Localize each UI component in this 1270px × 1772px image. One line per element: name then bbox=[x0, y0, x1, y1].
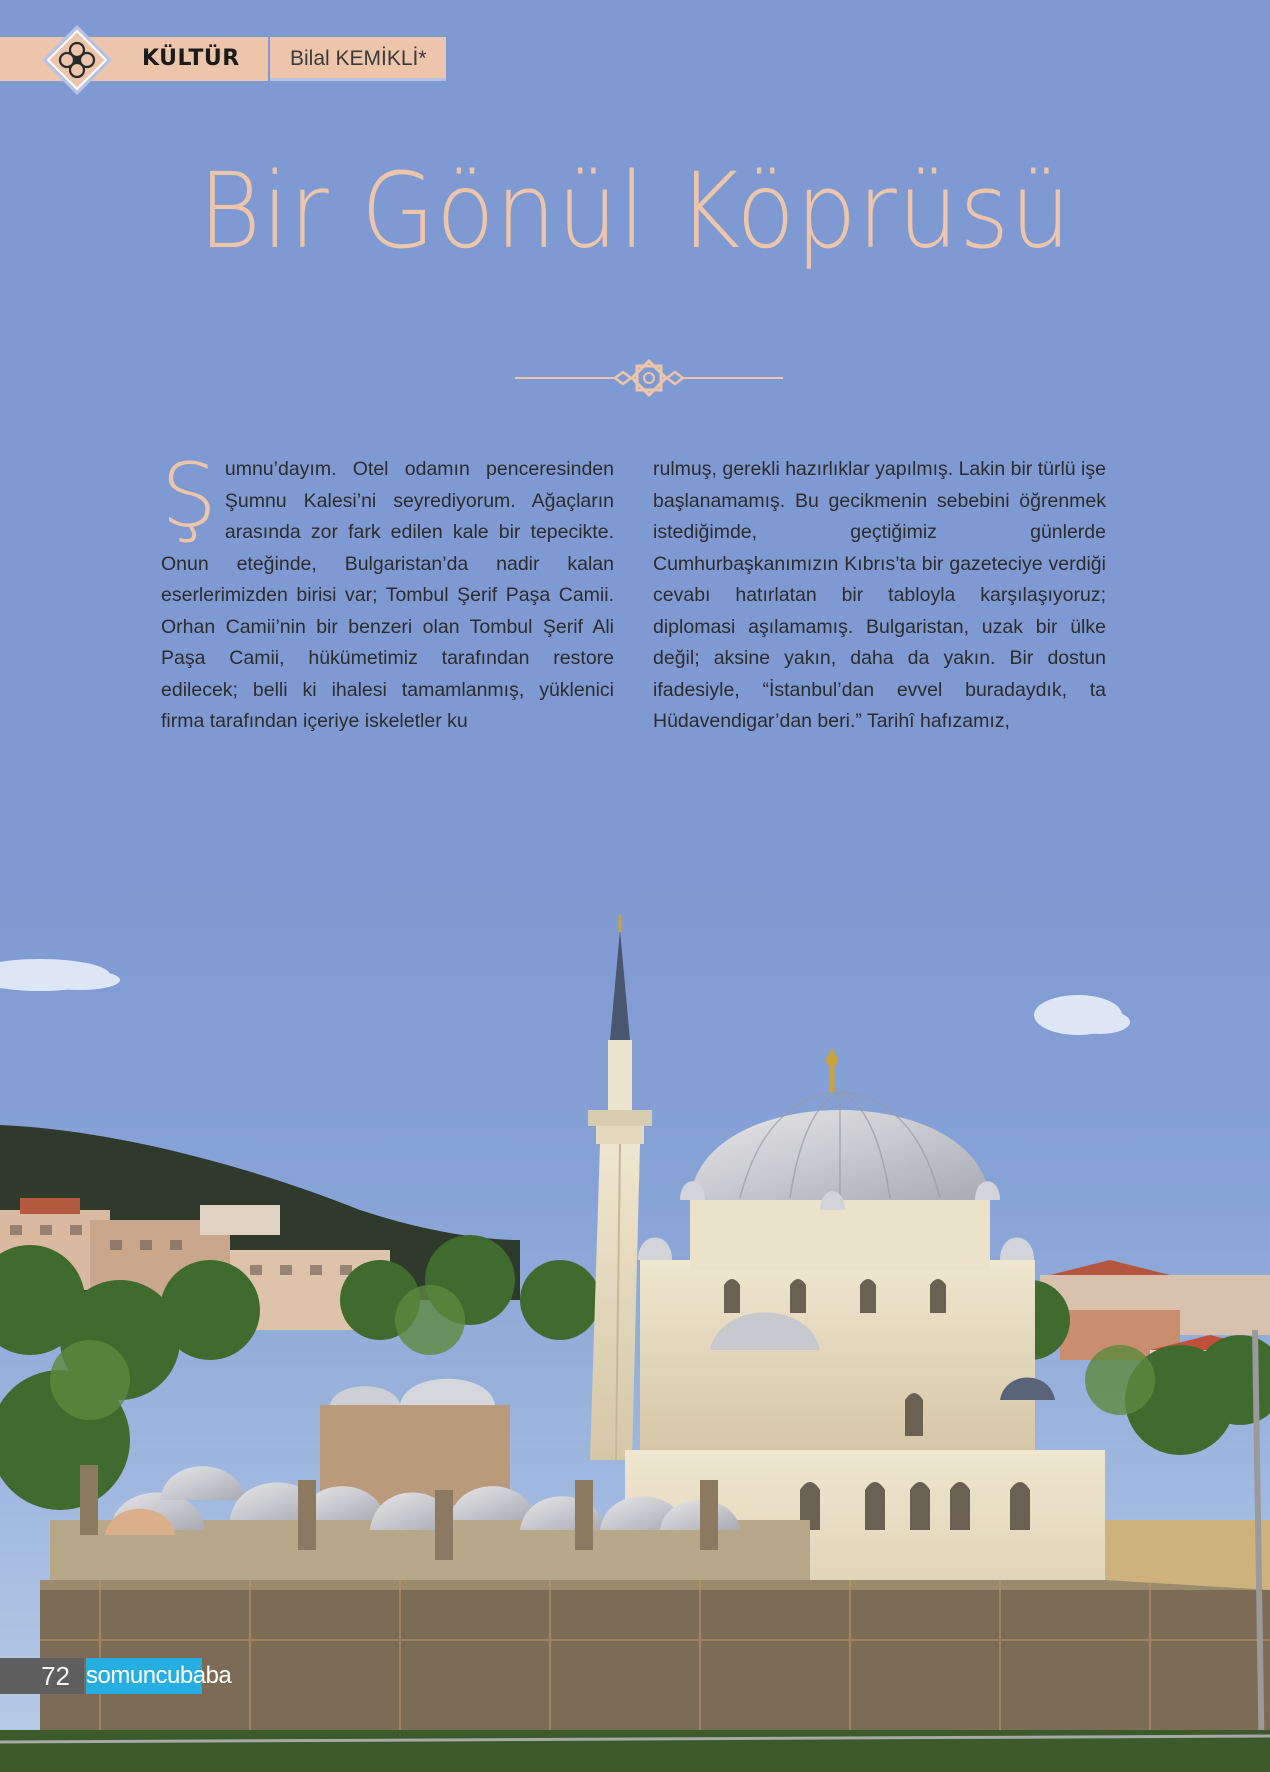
article-paragraph-left: umnu’dayım. Otel odamın penceresinden Şumnu Kalesi’ni seyrediyorum. Ağaçların arasında zor fark edilen kale bir tepecikte. Onun eteğinde, Bulgaristan’da nadir kalan eserlerimizden birisi var; Tombul Şerif Paşa Camii. Orhan Camii’nin bir benzeri olan Tombul Şerif Ali Paşa Camii, hükümetimiz tarafından restore edilecek; belli ki ihalesi tamamlanmış, yüklenici firma tarafından içeriye iskeletler ku bbox=[161, 458, 614, 732]
ornament-quatrefoil-icon bbox=[40, 23, 114, 97]
magazine-name: somuncubaba bbox=[86, 1658, 202, 1694]
section-label: KÜLTÜR bbox=[142, 46, 240, 71]
author-name: Bilal KEMİKLİ* bbox=[290, 47, 427, 70]
section-header bbox=[0, 37, 446, 81]
article-title: Bir Gönül Köprüsü bbox=[198, 150, 1072, 272]
article-column-right bbox=[653, 454, 1106, 738]
mosque-photograph bbox=[0, 880, 1270, 1772]
drop-cap: Ş bbox=[161, 444, 217, 547]
article-column-left bbox=[161, 444, 614, 738]
page-number: 72 bbox=[0, 1658, 84, 1694]
article-paragraph-right: rulmuş, gerekli hazırlıklar yapılmış. Lakin bir türlü işe başlanamamış. Bu gecikmenin sebebini öğrenmek istediğimde, geçtiğimiz günlerde Cumhurbaşkanımızın Kıbrıs’ta bir gazeteciye verdiği cevabı hatırlatan bir tabloyla karşılaşıyoruz; diplomasi aşılamamış. Bulgaristan, uzak bir ülke değil; aksine yakın, daha da yakın. Bir dostun ifadesiyle, “İstanbul’dan evvel buradaydık, ta Hüdavendigar’dan beri.” Tarihî hafızamız, bbox=[653, 458, 1106, 732]
ornament-divider-icon bbox=[515, 358, 783, 398]
